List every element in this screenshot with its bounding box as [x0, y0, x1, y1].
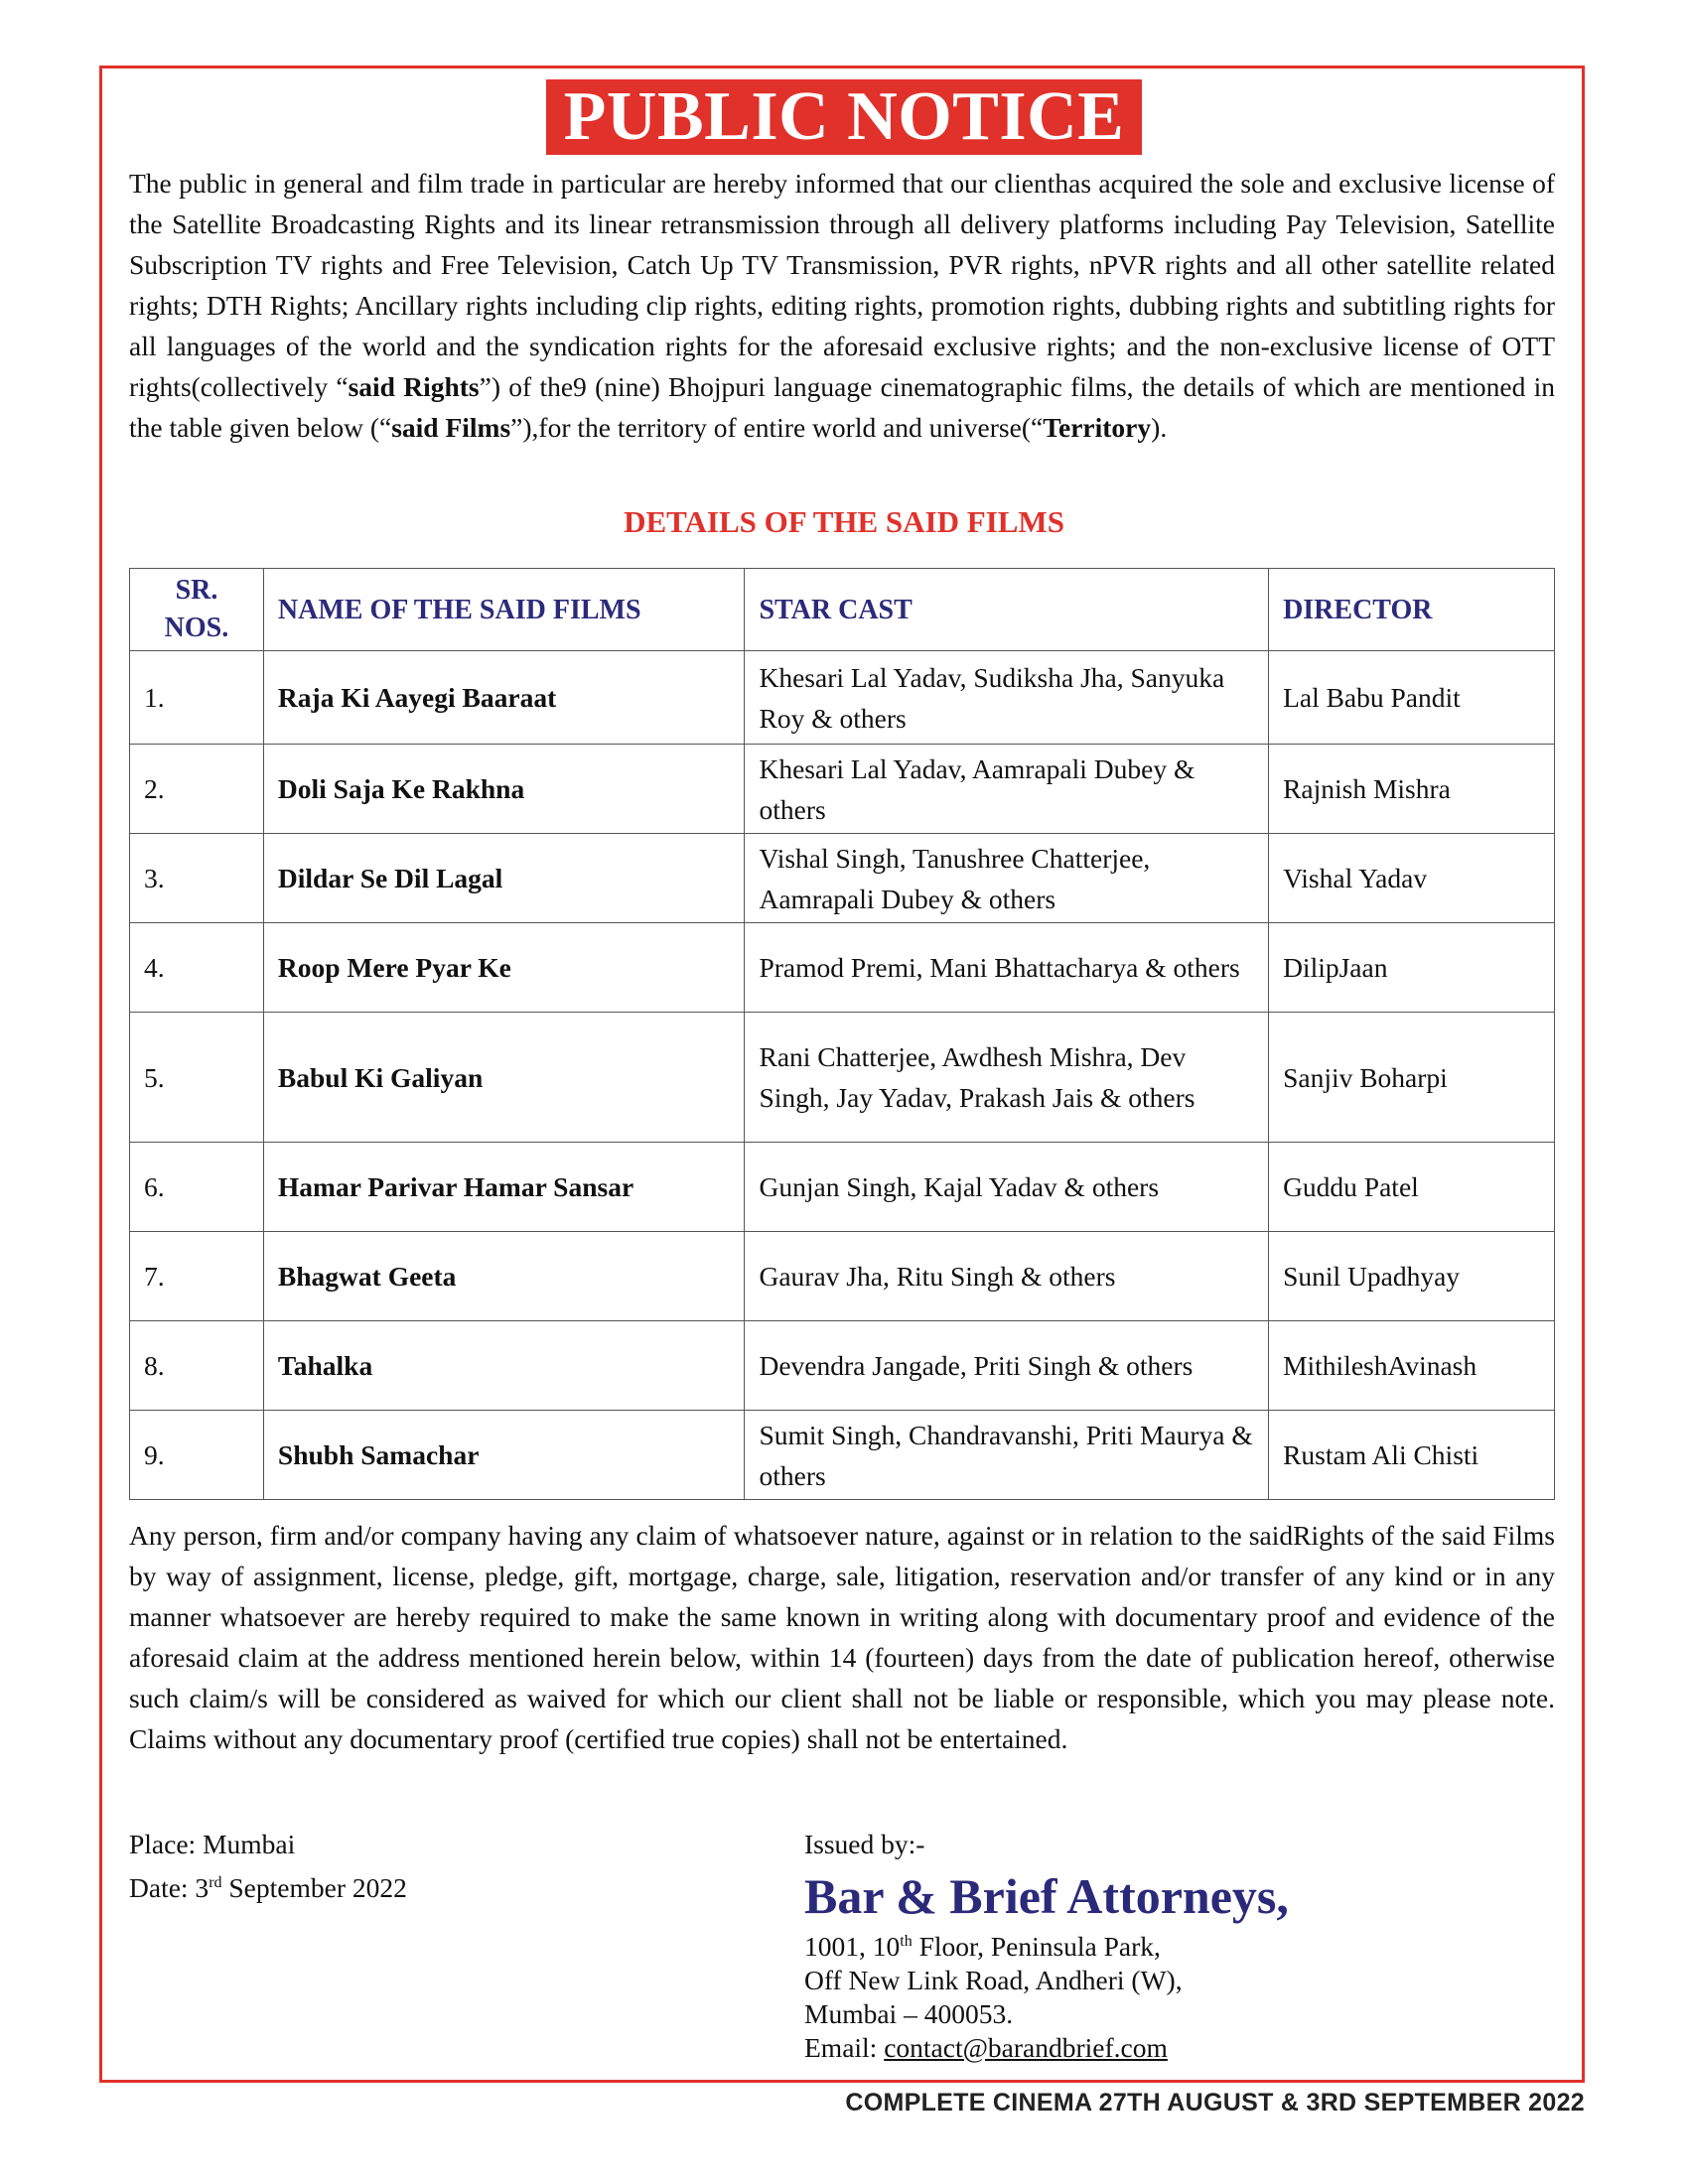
cell-sr: 8. [130, 1321, 264, 1411]
issued-by-label: Issued by:- [804, 1829, 925, 1859]
cell-star-cast: Khesari Lal Yadav, Sudiksha Jha, Sanyuka Roy & others [745, 651, 1269, 745]
header-star-cast: STAR CAST [745, 569, 1269, 651]
cell-star-cast: Pramod Premi, Mani Bhattacharya & others [745, 923, 1269, 1013]
table-row [130, 1143, 1555, 1232]
publication-caption: COMPLETE CINEMA 27TH AUGUST & 3RD SEPTEMBER 2022 [845, 2089, 1585, 2116]
address-line1-prefix: 1001, 10 [804, 1931, 901, 1962]
table-row [130, 1411, 1555, 1500]
intro-paragraph [129, 163, 1555, 448]
table-row [130, 923, 1555, 1013]
cell-director: DilipJaan [1269, 923, 1555, 1013]
cell-director: Sanjiv Boharpi [1269, 1013, 1555, 1143]
table-heading: DETAILS OF THE SAID FILMS [624, 504, 1064, 539]
email-line [804, 2031, 1183, 2065]
date-suffix: rd [209, 1873, 222, 1891]
cell-sr: 1. [130, 651, 264, 745]
header-director: DIRECTOR [1269, 569, 1555, 651]
cell-sr: 7. [130, 1232, 264, 1321]
email-link[interactable]: contact@barandbrief.com [884, 2032, 1168, 2063]
cell-star-cast: Sumit Singh, Chandravanshi, Priti Maurya & others [745, 1411, 1269, 1500]
cell-film-name: Bhagwat Geeta [263, 1232, 745, 1321]
intro-text-3: ”),for the territory of entire world and universe(“ [510, 412, 1044, 443]
email-label: Email: [804, 2032, 885, 2063]
notice-title: PUBLIC NOTICE [546, 79, 1143, 155]
cell-director: Sunil Upadhyay [1269, 1232, 1555, 1321]
cell-director: Guddu Patel [1269, 1143, 1555, 1232]
table-row [130, 1232, 1555, 1321]
intro-bold-said-rights: said Rights [348, 371, 480, 402]
cell-director: Rajnish Mishra [1269, 745, 1555, 834]
intro-text-4: ). [1151, 412, 1168, 443]
address-line1-sup: th [900, 1932, 913, 1950]
cell-director: Vishal Yadav [1269, 834, 1555, 923]
cell-film-name: Dildar Se Dil Lagal [263, 834, 745, 923]
claims-paragraph: Any person, firm and/or company having any claim of whatsoever nature, against or in relation to the saidRights of the said Films by way of assignment, license, pledge, gift, mortgage, charge, sale, litigation, reservation and/or transfer of any kind or in any manner whatsoever are hereby required to make the same known in writing along with documentary proof and evidence of the aforesaid claim at the address mentioned herein below, within 14 (fourteen) days from the date of publication hereof, otherwise such claim/s will be considered as waived for which our client shall not be liable or responsible, which you may please note. Claims without any documentary proof (certified true copies) shall not be entertained. [129, 1520, 1555, 1754]
cell-sr: 9. [130, 1411, 264, 1500]
table-row [130, 745, 1555, 834]
cell-director: MithileshAvinash [1269, 1321, 1555, 1411]
cell-star-cast: Rani Chatterjee, Awdhesh Mishra, Dev Singh, Jay Yadav, Prakash Jais & others [745, 1013, 1269, 1143]
cell-film-name: Babul Ki Galiyan [263, 1013, 745, 1143]
cell-star-cast: Khesari Lal Yadav, Aamrapali Dubey & others [745, 745, 1269, 834]
date-prefix: Date: 3 [129, 1872, 210, 1903]
table-header-row [130, 569, 1555, 651]
place-line: Place: Mumbai [129, 1829, 296, 1859]
address-line1-rest: Floor, Peninsula Park, [912, 1931, 1161, 1962]
cell-film-name: Tahalka [263, 1321, 745, 1411]
header-sr-nos [130, 569, 264, 651]
cell-sr: 2. [130, 745, 264, 834]
cell-star-cast: Devendra Jangade, Priti Singh & others [745, 1321, 1269, 1411]
cell-film-name: Roop Mere Pyar Ke [263, 923, 745, 1013]
intro-bold-said-films: said Films [391, 412, 511, 443]
table-row [130, 834, 1555, 923]
cell-star-cast: Vishal Singh, Tanushree Chatterjee, Aamrapali Dubey & others [745, 834, 1269, 923]
date-line [129, 1866, 407, 1910]
intro-text-2: ”) of the9 (nine) Bhojpuri language cinematographic films, the details of which are mentioned in the table given below (“ [129, 371, 1556, 443]
header-sr-line2: NOS. [164, 613, 229, 643]
table-row [130, 1013, 1555, 1143]
address-line-2: Off New Link Road, Andheri (W), [804, 1965, 1183, 1995]
cell-film-name: Raja Ki Aayegi Baaraat [263, 651, 745, 745]
cell-director: Lal Babu Pandit [1269, 651, 1555, 745]
address-line-3: Mumbai – 400053. [804, 1998, 1014, 2029]
header-sr-line1: SR. [175, 575, 218, 606]
intro-bold-territory: Territory [1043, 412, 1152, 443]
table-row [130, 651, 1555, 745]
cell-film-name: Shubh Samachar [263, 1411, 745, 1500]
cell-sr: 5. [130, 1013, 264, 1143]
address-line-1 [804, 1930, 1183, 1964]
title-wrap [0, 79, 1688, 155]
firm-address [804, 1930, 1183, 2065]
cell-film-name: Hamar Parivar Hamar Sansar [263, 1143, 745, 1232]
cell-film-name: Doli Saja Ke Rakhna [263, 745, 745, 834]
date-rest: September 2022 [221, 1872, 407, 1903]
cell-sr: 6. [130, 1143, 264, 1232]
place-date-block [129, 1823, 407, 1910]
firm-name: Bar & Brief Attorneys, [804, 1868, 1289, 1924]
cell-director: Rustam Ali Chisti [1269, 1411, 1555, 1500]
cell-star-cast: Gaurav Jha, Ritu Singh & others [745, 1232, 1269, 1321]
films-table [129, 568, 1555, 1500]
cell-sr: 3. [130, 834, 264, 923]
table-row [130, 1321, 1555, 1411]
intro-text-1: The public in general and film trade in particular are hereby informed that our clienthas acquired the sole and exclusive license of the Satellite Broadcasting Rights and its linear retransmission through all delivery platforms including Pay Television, Satellite Subscription TV rights and Free Television, Catch Up TV Transmission, PVR rights, nPVR rights and all other satellite related rights; DTH Rights; Ancillary rights including clip rights, editing rights, promotion rights, dubbing rights and subtitling rights for all languages of the world and the syndication rights for the aforesaid exclusive rights; and the non-exclusive license of OTT rights(collectively “ [129, 168, 1555, 402]
cell-star-cast: Gunjan Singh, Kajal Yadav & others [745, 1143, 1269, 1232]
cell-sr: 4. [130, 923, 264, 1013]
header-film-name: NAME OF THE SAID FILMS [263, 569, 745, 651]
